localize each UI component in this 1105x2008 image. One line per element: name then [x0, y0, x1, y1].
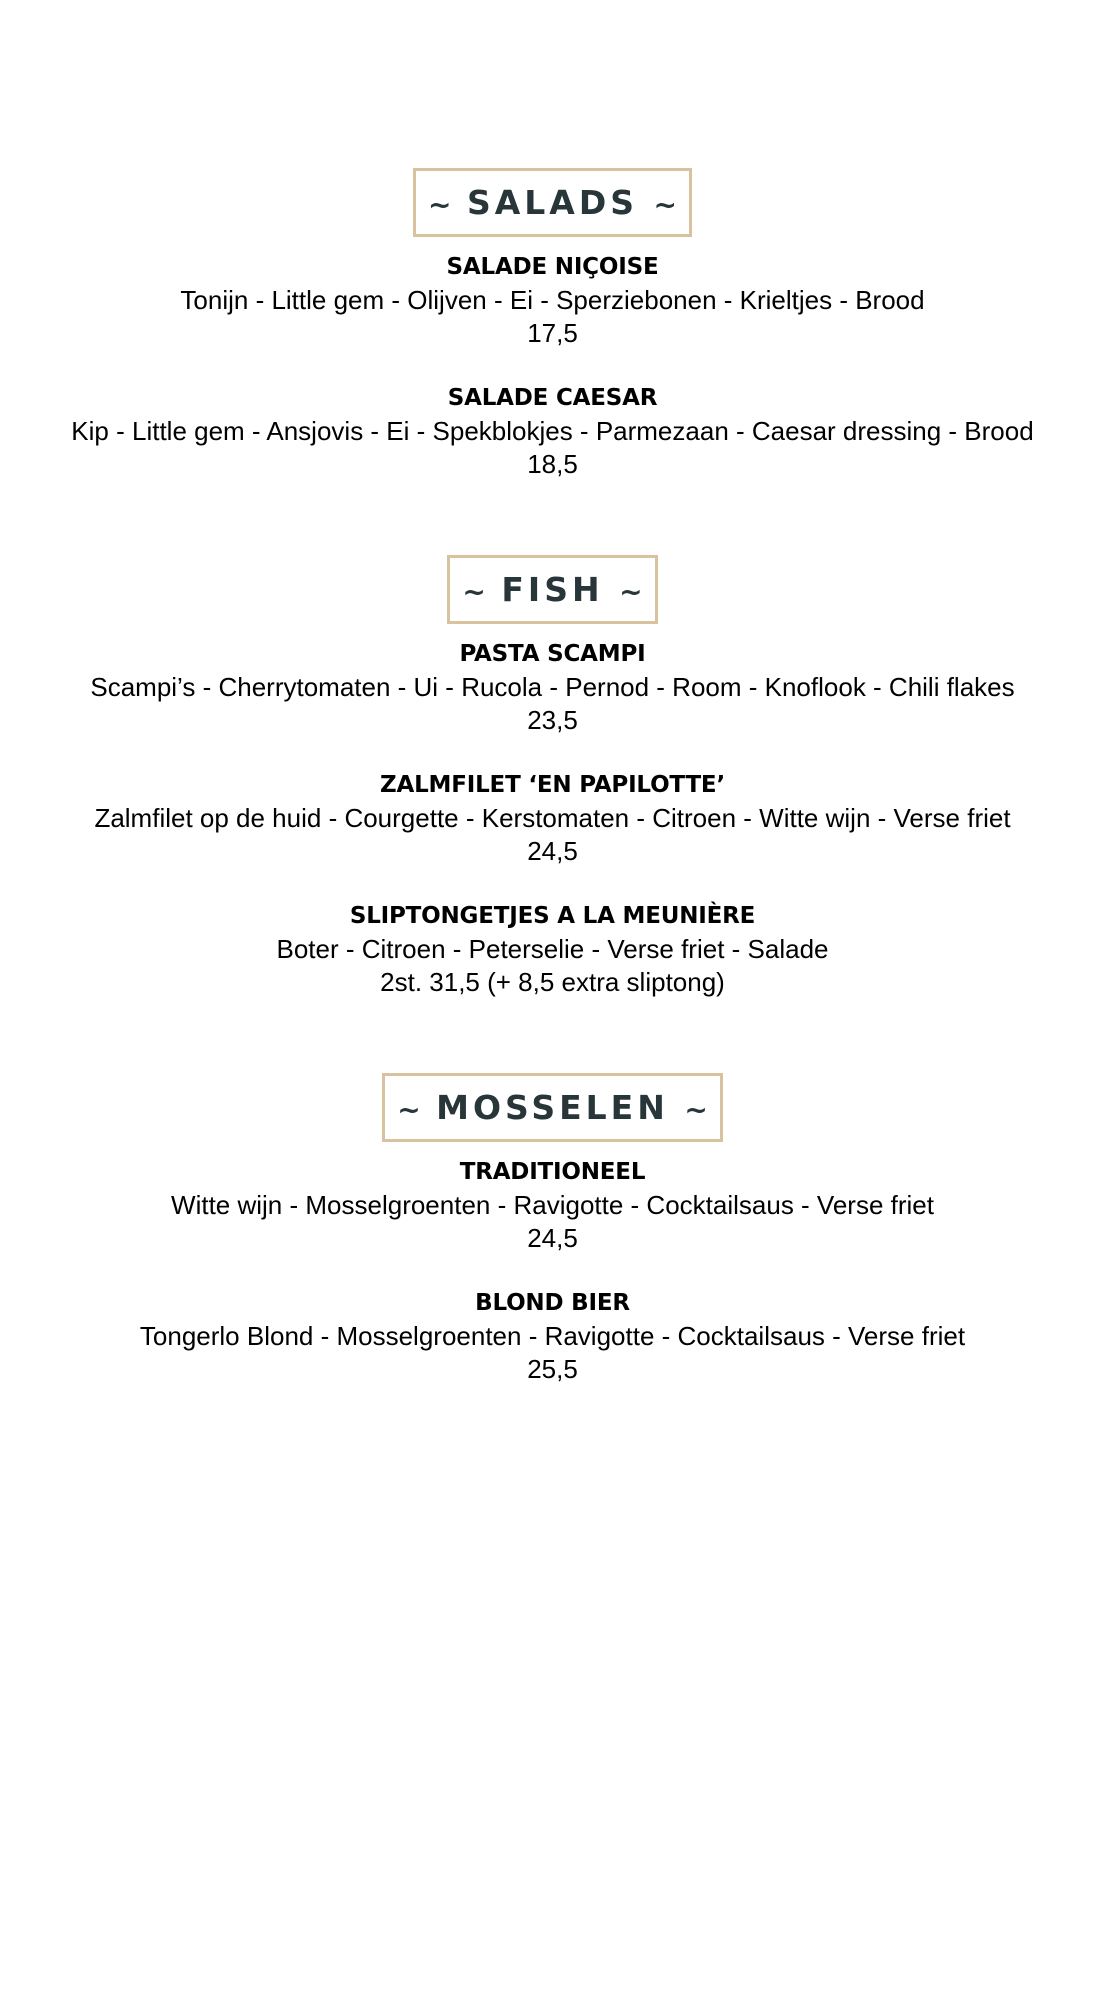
item-price: 2st. 31,5 (+ 8,5 extra sliptong)	[380, 967, 725, 997]
menu-item	[0, 251, 1105, 350]
item-name: ZALMFILET ‘EN PAPILOTTE’	[380, 772, 725, 798]
item-description: Scampi’s - Cherrytomaten - Ui - Rucola - Pernod - Room - Knoflook - Chili flakes	[90, 672, 1015, 702]
item-description: Witte wijn - Mosselgroenten - Ravigotte - Cocktailsaus - Verse friet	[171, 1190, 934, 1220]
item-description: Kip - Little gem - Ansjovis - Ei - Spekblokjes - Parmezaan - Caesar dressing - Brood	[71, 416, 1034, 446]
menu-item	[0, 382, 1105, 481]
section-header-salads	[413, 168, 692, 237]
tilde-right: ~	[653, 188, 677, 221]
tilde-right: ~	[684, 1093, 708, 1126]
item-price: 24,5	[527, 1223, 578, 1253]
menu-item	[0, 1287, 1105, 1386]
item-description: Tonijn - Little gem - Olijven - Ei - Sperziebonen - Krieltjes - Brood	[180, 285, 925, 315]
item-name: PASTA SCAMPI	[459, 641, 646, 667]
menu-item	[0, 1156, 1105, 1255]
section-header-fish	[447, 555, 657, 624]
menu-item	[0, 769, 1105, 868]
item-price: 24,5	[527, 836, 578, 866]
section-header-mosselen	[382, 1073, 723, 1142]
tilde-left: ~	[397, 1093, 421, 1126]
item-price: 17,5	[527, 318, 578, 348]
item-description: Tongerlo Blond - Mosselgroenten - Ravigotte - Cocktailsaus - Verse friet	[139, 1321, 966, 1351]
item-price: 25,5	[527, 1354, 578, 1384]
item-name: BLOND BIER	[475, 1290, 630, 1316]
section-salads	[0, 168, 1105, 481]
section-fish	[0, 555, 1105, 999]
section-title: FISH	[501, 570, 604, 609]
menu-item	[0, 900, 1105, 999]
item-description: Zalmfilet op de huid - Courgette - Kerstomaten - Citroen - Witte wijn - Verse friet	[94, 803, 1011, 833]
menu-item	[0, 638, 1105, 737]
item-price: 18,5	[527, 449, 578, 479]
section-mosselen	[0, 1073, 1105, 1386]
tilde-left: ~	[462, 575, 486, 608]
item-price: 23,5	[527, 705, 578, 735]
section-title: MOSSELEN	[436, 1088, 669, 1127]
item-name: SALADE NIÇOISE	[446, 254, 659, 280]
item-name: SALADE CAESAR	[447, 385, 658, 411]
tilde-left: ~	[428, 188, 452, 221]
section-title: SALADS	[466, 183, 639, 222]
item-description: Boter - Citroen - Peterselie - Verse friet - Salade	[276, 934, 829, 964]
item-name: SLIPTONGETJES A LA MEUNIÈRE	[349, 903, 756, 929]
item-name: TRADITIONEEL	[459, 1159, 646, 1185]
tilde-right: ~	[619, 575, 643, 608]
